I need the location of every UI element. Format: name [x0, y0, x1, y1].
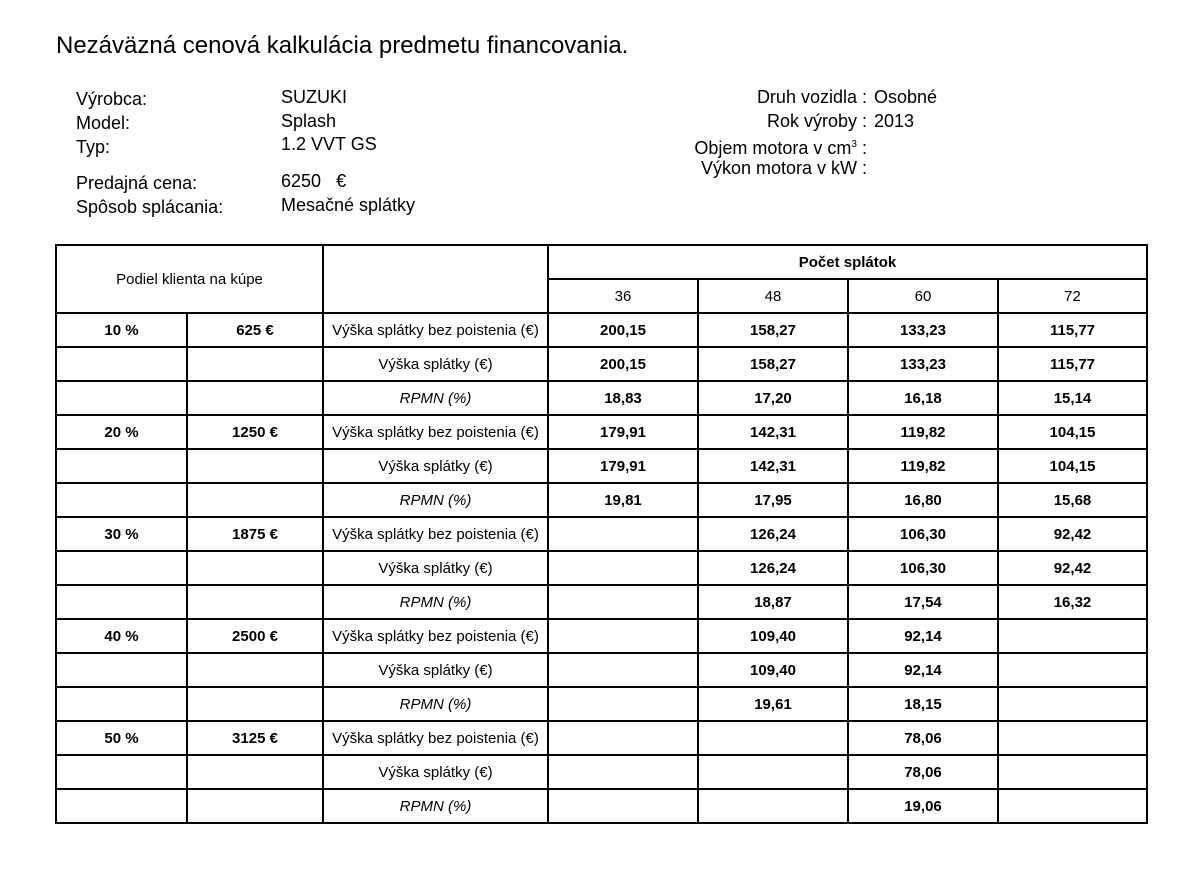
header-row-1	[56, 245, 1147, 279]
vehicle-kind-label: Druh vozidla :	[756, 87, 867, 107]
value-cell: 104,15	[998, 449, 1147, 483]
term-header: 72	[998, 279, 1147, 313]
value-cell: 142,31	[698, 415, 848, 449]
share-amount-cell	[187, 449, 323, 483]
share-percent-cell: 10 %	[56, 313, 187, 347]
share-header: Podiel klienta na kúpe	[56, 245, 323, 313]
value-cell: 106,30	[848, 551, 998, 585]
table-row	[56, 517, 1147, 551]
share-percent-cell: 30 %	[56, 517, 187, 551]
row-label-cell: RPMN (%)	[323, 789, 548, 823]
row-label-cell: RPMN (%)	[323, 585, 548, 619]
financing-table	[55, 244, 1148, 824]
value-cell: 19,61	[698, 687, 848, 721]
share-amount-cell: 3125 €	[187, 721, 323, 755]
manufacturer-value: SUZUKI	[281, 87, 348, 107]
table-row	[56, 551, 1147, 585]
value-cell: 119,82	[848, 449, 998, 483]
row-label-cell: RPMN (%)	[323, 687, 548, 721]
share-amount-cell	[187, 551, 323, 585]
value-cell: 119,82	[848, 415, 998, 449]
share-amount-cell: 625 €	[187, 313, 323, 347]
share-percent-cell	[56, 449, 187, 483]
table-row	[56, 755, 1147, 789]
model-label: Model:	[76, 113, 131, 133]
share-amount-cell: 1250 €	[187, 415, 323, 449]
share-percent-cell	[56, 789, 187, 823]
value-cell: 92,14	[848, 619, 998, 653]
engine-volume-sup: 3	[851, 139, 857, 150]
manufacturer-label: Výrobca:	[76, 89, 148, 109]
row-label-cell: Výška splátky bez poistenia (€)	[323, 517, 548, 551]
value-cell	[548, 755, 698, 789]
value-cell	[998, 755, 1147, 789]
year-label: Rok výroby :	[766, 111, 867, 131]
row-label-cell: Výška splátky bez poistenia (€)	[323, 619, 548, 653]
value-cell	[998, 653, 1147, 687]
share-amount-cell	[187, 585, 323, 619]
type-value: 1.2 VVT GS	[281, 134, 377, 154]
table-row	[56, 449, 1147, 483]
value-cell: 179,91	[548, 449, 698, 483]
share-percent-cell: 50 %	[56, 721, 187, 755]
value-cell	[548, 789, 698, 823]
price-amount: 6250	[281, 171, 322, 191]
value-cell: 16,80	[848, 483, 998, 517]
share-amount-cell	[187, 381, 323, 415]
row-label-cell: Výška splátky bez poistenia (€)	[323, 415, 548, 449]
value-cell	[998, 687, 1147, 721]
share-percent-cell: 40 %	[56, 619, 187, 653]
value-cell: 92,42	[998, 551, 1147, 585]
value-cell: 17,95	[698, 483, 848, 517]
value-cell: 78,06	[848, 755, 998, 789]
value-cell: 115,77	[998, 313, 1147, 347]
value-cell: 133,23	[848, 347, 998, 381]
price-currency: €	[336, 171, 347, 191]
share-percent-cell: 20 %	[56, 415, 187, 449]
value-cell: 92,14	[848, 653, 998, 687]
value-cell: 19,06	[848, 789, 998, 823]
empty-header-cell	[323, 245, 548, 313]
year-value: 2013	[874, 111, 915, 131]
share-percent-cell	[56, 585, 187, 619]
value-cell	[548, 551, 698, 585]
value-cell: 16,32	[998, 585, 1147, 619]
table-row	[56, 687, 1147, 721]
share-amount-cell	[187, 483, 323, 517]
row-label-cell: Výška splátky (€)	[323, 653, 548, 687]
value-cell: 16,18	[848, 381, 998, 415]
share-percent-cell	[56, 347, 187, 381]
share-amount-cell	[187, 687, 323, 721]
financing-table-body	[56, 245, 1147, 823]
row-label-cell: RPMN (%)	[323, 483, 548, 517]
share-amount-cell: 1875 €	[187, 517, 323, 551]
share-amount-cell	[187, 755, 323, 789]
value-cell: 109,40	[698, 619, 848, 653]
value-cell: 104,15	[998, 415, 1147, 449]
type-label: Typ:	[76, 137, 111, 157]
engine-power-label: Výkon motora v kW :	[700, 158, 867, 178]
value-cell	[698, 789, 848, 823]
value-cell: 133,23	[848, 313, 998, 347]
value-cell	[998, 619, 1147, 653]
share-percent-cell	[56, 755, 187, 789]
row-label-cell: Výška splátky bez poistenia (€)	[323, 313, 548, 347]
value-cell: 17,20	[698, 381, 848, 415]
price-label: Predajná cena:	[76, 173, 198, 193]
value-cell: 17,54	[848, 585, 998, 619]
row-label-cell: Výška splátky (€)	[323, 347, 548, 381]
table-row	[56, 619, 1147, 653]
page-title: Nezáväzná cenová kalkulácia predmetu financovania.	[56, 32, 629, 59]
value-cell: 78,06	[848, 721, 998, 755]
table-row	[56, 585, 1147, 619]
engine-volume-colon: :	[856, 138, 867, 158]
value-cell	[698, 755, 848, 789]
value-cell: 126,24	[698, 551, 848, 585]
value-cell	[548, 619, 698, 653]
count-header: Počet splátok	[548, 245, 1147, 279]
value-cell: 18,15	[848, 687, 998, 721]
value-cell: 92,42	[998, 517, 1147, 551]
term-header: 36	[548, 279, 698, 313]
value-cell	[548, 653, 698, 687]
engine-volume-label	[694, 133, 867, 160]
value-cell	[698, 721, 848, 755]
value-cell	[998, 721, 1147, 755]
table-row	[56, 653, 1147, 687]
table-row	[56, 381, 1147, 415]
table-row	[56, 721, 1147, 755]
price-value	[281, 170, 346, 193]
value-cell: 109,40	[698, 653, 848, 687]
value-cell: 158,27	[698, 313, 848, 347]
term-header: 48	[698, 279, 848, 313]
table-row	[56, 483, 1147, 517]
value-cell: 200,15	[548, 347, 698, 381]
value-cell: 15,14	[998, 381, 1147, 415]
share-percent-cell	[56, 687, 187, 721]
value-cell	[548, 585, 698, 619]
value-cell: 106,30	[848, 517, 998, 551]
row-label-cell: RPMN (%)	[323, 381, 548, 415]
value-cell: 158,27	[698, 347, 848, 381]
value-cell	[548, 721, 698, 755]
share-amount-cell: 2500 €	[187, 619, 323, 653]
share-percent-cell	[56, 483, 187, 517]
value-cell: 126,24	[698, 517, 848, 551]
row-label-cell: Výška splátky (€)	[323, 551, 548, 585]
term-header: 60	[848, 279, 998, 313]
value-cell	[998, 789, 1147, 823]
value-cell: 142,31	[698, 449, 848, 483]
row-label-cell: Výška splátky (€)	[323, 449, 548, 483]
value-cell: 115,77	[998, 347, 1147, 381]
value-cell	[548, 517, 698, 551]
value-cell	[548, 687, 698, 721]
payment-value: Mesačné splátky	[281, 195, 416, 215]
vehicle-kind-value: Osobné	[874, 87, 938, 107]
share-percent-cell	[56, 381, 187, 415]
model-value: Splash	[281, 111, 337, 131]
payment-label: Spôsob splácania:	[76, 197, 224, 217]
table-row	[56, 415, 1147, 449]
share-amount-cell	[187, 347, 323, 381]
engine-volume-text: Objem motora v cm	[694, 138, 852, 158]
value-cell: 18,87	[698, 585, 848, 619]
value-cell: 19,81	[548, 483, 698, 517]
share-percent-cell	[56, 653, 187, 687]
value-cell: 179,91	[548, 415, 698, 449]
value-cell: 15,68	[998, 483, 1147, 517]
value-cell: 200,15	[548, 313, 698, 347]
table-row	[56, 789, 1147, 823]
share-amount-cell	[187, 789, 323, 823]
row-label-cell: Výška splátky (€)	[323, 755, 548, 789]
share-percent-cell	[56, 551, 187, 585]
row-label-cell: Výška splátky bez poistenia (€)	[323, 721, 548, 755]
value-cell: 18,83	[548, 381, 698, 415]
table-row	[56, 347, 1147, 381]
table-row	[56, 313, 1147, 347]
share-amount-cell	[187, 653, 323, 687]
